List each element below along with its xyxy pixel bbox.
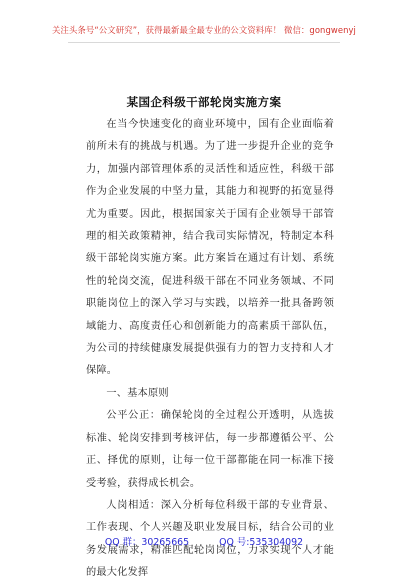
header-divider — [68, 42, 340, 43]
intro-paragraph: 在当今快速变化的商业环境中，国有企业面临着前所未有的挑战与机遇。为了进一步提升企业的竞争力，加强内部管理体系的灵活性和适应性，科级干部作为企业发展的中坚力量，其能力和视野的拓宽显得尤为重要。因此，根据国家关于国有企业领导干部管理的相关政策精神，结合我司实际情况，特制定本科级干部轮岗实施方案。此方案旨在通过有计划、系统性的轮岗交流，促进科级干部在不同业务领域、不同职能岗位上的深入学习与实践，以培养一批具备跨领域能力、高度责任心和创新能力的高素质干部队伍，为公司的持续健康发展提供强有力的智力支持和人才保障。 — [86, 119, 334, 377]
document-body — [86, 114, 334, 585]
principle-fairness-paragraph: 公平公正：确保轮岗的全过程公开透明，从选拔标准、轮岗安排到考核评估，每一步都遵循公平、公正、择优的原则，让每一位干部都能在同一标准下接受考验，获得成长机会。 — [86, 410, 334, 489]
header-banner: 关注头条号“公文研究”，获得最新最全最专业的公文资料库！ 微信：gongwenyj — [52, 25, 356, 35]
document-title: 某国企科级干部轮岗实施方案 — [126, 95, 282, 109]
section-heading-basic-principles: 一、基本原则 — [106, 387, 169, 399]
qq-group-number: QQ 群：30265665 — [104, 537, 190, 548]
footer-contact — [0, 534, 408, 548]
qq-number: QQ 号:535304092 — [219, 537, 304, 548]
principle-fit-paragraph: 人岗相适：深入分析每位科级干部的专业背景、工作表现、个人兴趣及职业发展目标，结合公司的业务发展需求，精准匹配轮岗岗位，力求实现个人才能的最大化发挥 — [86, 499, 334, 579]
